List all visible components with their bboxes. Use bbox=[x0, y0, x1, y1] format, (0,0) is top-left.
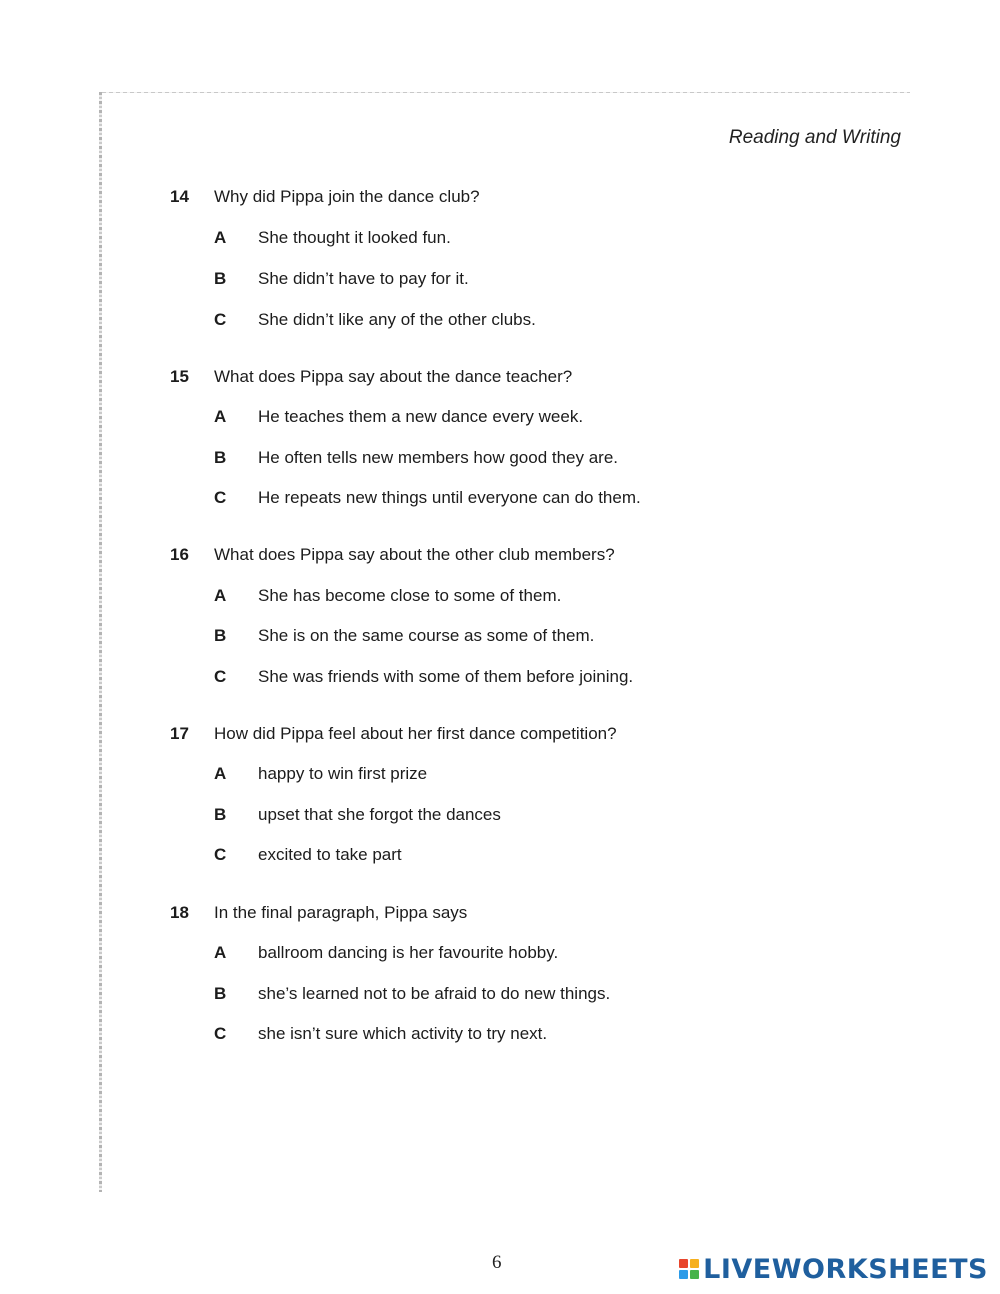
option-text: She has become close to some of them. bbox=[258, 586, 562, 605]
question-text: How did Pippa feel about her first dance competition? bbox=[214, 724, 617, 743]
question-18-option-c[interactable] bbox=[0, 1024, 1000, 1048]
question-17-option-b[interactable] bbox=[0, 805, 1000, 829]
brand-name: LIVEWORKSHEETS bbox=[703, 1253, 988, 1285]
option-text: She was friends with some of them before joining. bbox=[258, 667, 634, 686]
option-text: happy to win first prize bbox=[258, 764, 428, 783]
option-text: upset that she forgot the dances bbox=[258, 805, 501, 824]
option-letter: A bbox=[214, 943, 227, 962]
question-text: What does Pippa say about the dance teacher? bbox=[214, 367, 573, 386]
page-number: 6 bbox=[492, 1252, 502, 1273]
option-letter: A bbox=[214, 228, 227, 247]
question-text: Why did Pippa join the dance club? bbox=[214, 187, 480, 206]
option-letter: A bbox=[214, 764, 227, 783]
option-text: She didn’t like any of the other clubs. bbox=[258, 310, 536, 329]
question-18-option-b[interactable] bbox=[0, 984, 1000, 1008]
question-15-option-a[interactable] bbox=[0, 407, 1000, 431]
question-16-option-a[interactable] bbox=[0, 586, 1000, 610]
question-number: 15 bbox=[170, 367, 189, 386]
option-text: she isn’t sure which activity to try next. bbox=[258, 1024, 548, 1043]
option-text: ballroom dancing is her favourite hobby. bbox=[258, 943, 559, 962]
option-letter: B bbox=[214, 626, 227, 645]
question-number: 17 bbox=[170, 724, 189, 743]
question-17-option-a[interactable] bbox=[0, 764, 1000, 788]
option-letter: A bbox=[214, 586, 227, 605]
option-text: He repeats new things until everyone can do them. bbox=[258, 488, 641, 507]
question-15-option-b[interactable] bbox=[0, 448, 1000, 472]
section-title: Reading and Writing bbox=[728, 127, 901, 148]
question-text: In the final paragraph, Pippa says bbox=[214, 903, 468, 922]
option-letter: C bbox=[214, 667, 227, 686]
option-text: She is on the same course as some of them. bbox=[258, 626, 595, 645]
option-letter: A bbox=[214, 407, 227, 426]
liveworksheets-brand bbox=[678, 1254, 988, 1284]
question-18-option-a[interactable] bbox=[0, 943, 1000, 967]
option-text: She didn’t have to pay for it. bbox=[258, 269, 469, 288]
option-letter: C bbox=[214, 845, 227, 864]
option-letter: B bbox=[214, 984, 227, 1003]
option-text: He teaches them a new dance every week. bbox=[258, 407, 584, 426]
option-text: excited to take part bbox=[258, 845, 402, 864]
question-number: 14 bbox=[170, 187, 189, 206]
question-16-option-b[interactable] bbox=[0, 626, 1000, 650]
option-text: He often tells new members how good they are. bbox=[258, 448, 619, 467]
question-16-option-c[interactable] bbox=[0, 667, 1000, 691]
question-number: 18 bbox=[170, 903, 189, 922]
option-text: She thought it looked fun. bbox=[258, 228, 451, 247]
question-14-option-b[interactable] bbox=[0, 269, 1000, 293]
option-letter: C bbox=[214, 488, 227, 507]
scan-edge-top bbox=[102, 92, 910, 93]
option-letter: C bbox=[214, 1024, 227, 1043]
question-17-option-c[interactable] bbox=[0, 845, 1000, 869]
option-text: she’s learned not to be afraid to do new things. bbox=[258, 984, 611, 1003]
option-letter: C bbox=[214, 310, 227, 329]
question-14-option-c[interactable] bbox=[0, 310, 1000, 334]
option-letter: B bbox=[214, 805, 227, 824]
question-15-option-c[interactable] bbox=[0, 488, 1000, 512]
question-text: What does Pippa say about the other club members? bbox=[214, 545, 615, 564]
option-letter: B bbox=[214, 448, 227, 467]
question-14-option-a[interactable] bbox=[0, 228, 1000, 252]
option-letter: B bbox=[214, 269, 227, 288]
question-number: 16 bbox=[170, 545, 189, 564]
liveworksheets-logo-icon bbox=[678, 1258, 700, 1280]
